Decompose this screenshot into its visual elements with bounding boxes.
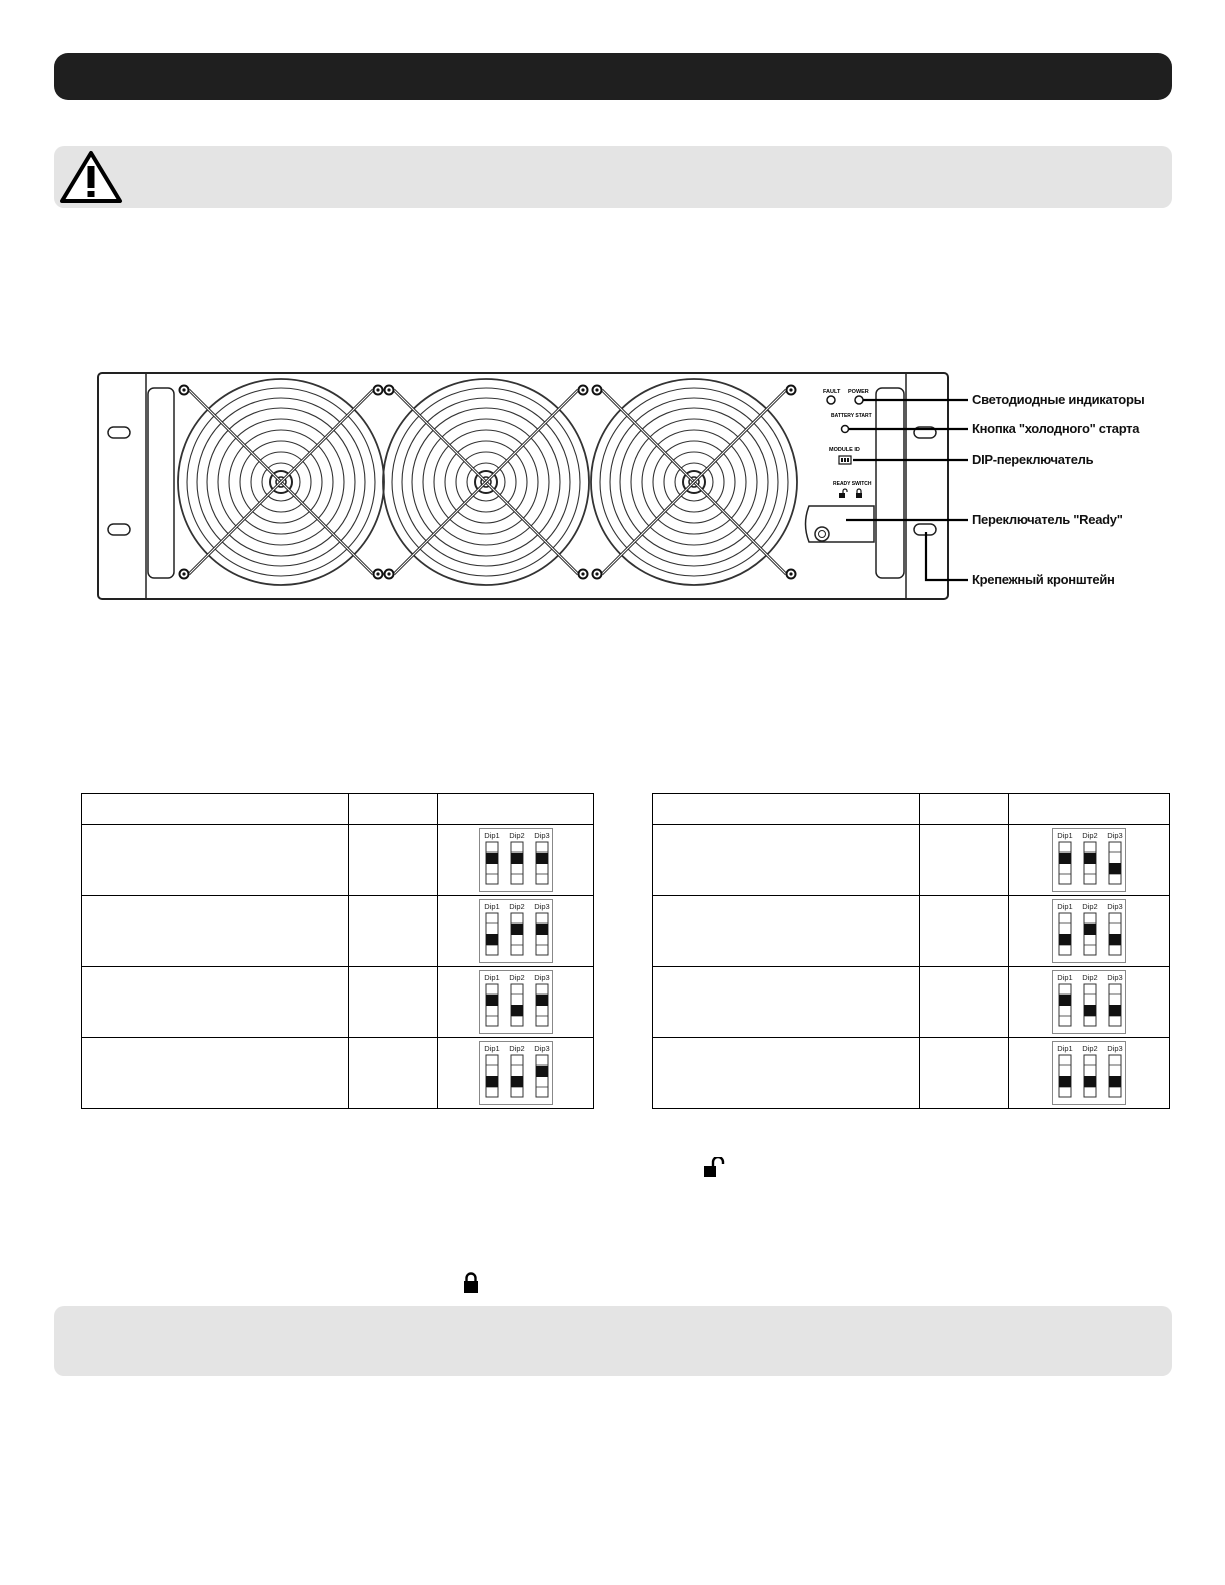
dip-label: Dip3 — [533, 973, 550, 982]
dip-switch-diagram — [1052, 1041, 1126, 1105]
dip-toggle-up — [511, 853, 523, 864]
unlock-icon — [703, 1157, 727, 1179]
screw — [385, 386, 394, 395]
dip-label: Dip1 — [483, 902, 500, 911]
dip-label: Dip2 — [1082, 902, 1098, 911]
dip-label: Dip2 — [508, 831, 525, 840]
dip-toggle-down — [1109, 863, 1121, 874]
dip-toggle-up — [486, 853, 498, 864]
dip-toggle-down — [1109, 934, 1121, 945]
dip-toggle-down — [1059, 1076, 1071, 1087]
callout-mounting-bracket: Крепежный кронштейн — [972, 572, 1115, 587]
table-row — [82, 967, 594, 1038]
table-header-row — [653, 794, 1170, 825]
dip-label: Dip2 — [508, 1044, 525, 1053]
table-row — [653, 825, 1170, 896]
power-led — [855, 396, 863, 404]
dip-label: Dip1 — [483, 1044, 500, 1053]
table-row — [82, 896, 594, 967]
fault-label: FAULT — [823, 389, 841, 395]
callout-led-indicators: Светодиодные индикаторы — [972, 392, 1145, 407]
dip-switch-diagram — [479, 970, 553, 1034]
dip-label: Dip2 — [508, 973, 525, 982]
dip-toggle-up — [536, 995, 548, 1006]
note-box — [54, 1306, 1172, 1376]
dip-toggle-up — [536, 853, 548, 864]
dip-switch-diagram — [479, 1041, 553, 1105]
dip-label: Dip1 — [483, 973, 500, 982]
dip-label: Dip1 — [483, 831, 500, 840]
module-id-label: MODULE ID — [829, 447, 860, 453]
dip-toggle-up — [1084, 924, 1096, 935]
dip-label: Dip2 — [1082, 831, 1098, 840]
dip-toggle-up — [1059, 853, 1071, 864]
dip-toggle-down — [1109, 1005, 1121, 1016]
fault-led — [827, 396, 835, 404]
dip-toggle-down — [511, 1005, 523, 1016]
dip-toggle-down — [1059, 934, 1071, 945]
warning-box — [54, 146, 1172, 208]
screw — [787, 570, 796, 579]
dip-toggle-down — [511, 1076, 523, 1087]
table-row — [653, 1038, 1170, 1109]
dip-switch-diagram — [479, 899, 553, 963]
battery-start-label: BATTERY START — [831, 413, 872, 419]
section-title-bar — [54, 53, 1172, 100]
dip-toggle-down — [1084, 1005, 1096, 1016]
dip-switch-diagram — [1052, 828, 1126, 892]
table-header-row — [82, 794, 594, 825]
dip-label: Dip3 — [533, 1044, 550, 1053]
dip-label: Dip3 — [533, 902, 550, 911]
callout-cold-start-button: Кнопка "холодного" старта — [972, 421, 1140, 436]
dip-switch-diagram — [479, 828, 553, 892]
dip-label: Dip1 — [1057, 1044, 1073, 1053]
screw — [385, 570, 394, 579]
screw — [579, 570, 588, 579]
dip-table-left — [81, 793, 594, 1109]
screw — [787, 386, 796, 395]
dip-toggle-up — [486, 995, 498, 1006]
screw — [593, 386, 602, 395]
dip-toggle-up — [536, 1066, 548, 1077]
screw — [374, 570, 383, 579]
dip-label: Dip2 — [1082, 973, 1098, 982]
dip-label: Dip3 — [1107, 902, 1123, 911]
dip-toggle-up — [511, 924, 523, 935]
callout-dip-switch: DIP-переключатель — [972, 452, 1094, 467]
dip-label: Dip3 — [1107, 1044, 1123, 1053]
ready-switch-label: READY SWITCH — [833, 481, 872, 487]
table-row — [653, 896, 1170, 967]
dip-label: Dip1 — [1057, 973, 1073, 982]
power-label: POWER — [848, 389, 869, 395]
warning-triangle-icon — [58, 149, 124, 205]
screw — [180, 570, 189, 579]
dip-label: Dip3 — [1107, 973, 1123, 982]
lock-icon — [463, 1272, 479, 1294]
screw — [579, 386, 588, 395]
battery-start-button — [842, 426, 849, 433]
dip-label: Dip3 — [533, 831, 550, 840]
table-row — [82, 1038, 594, 1109]
dip-label: Dip1 — [1057, 831, 1073, 840]
screw — [374, 386, 383, 395]
table-row — [82, 825, 594, 896]
table-row — [653, 967, 1170, 1038]
screw — [593, 570, 602, 579]
callout-ready-switch: Переключатель "Ready" — [972, 512, 1123, 527]
dip-label: Dip2 — [1082, 1044, 1098, 1053]
dip-toggle-up — [1059, 995, 1071, 1006]
dip-toggle-up — [1084, 853, 1096, 864]
dip-toggle-down — [1084, 1076, 1096, 1087]
dip-toggle-down — [1109, 1076, 1121, 1087]
dip-toggle-down — [486, 934, 498, 945]
dip-toggle-up — [536, 924, 548, 935]
dip-table-right — [652, 793, 1170, 1109]
dip-label: Dip1 — [1057, 902, 1073, 911]
ready-switch-knob — [815, 527, 829, 541]
dip-label: Dip2 — [508, 902, 525, 911]
dip-label: Dip3 — [1107, 831, 1123, 840]
dip-switch-diagram — [1052, 970, 1126, 1034]
dip-toggle-down — [486, 1076, 498, 1087]
dip-switch-diagram — [1052, 899, 1126, 963]
screw — [180, 386, 189, 395]
